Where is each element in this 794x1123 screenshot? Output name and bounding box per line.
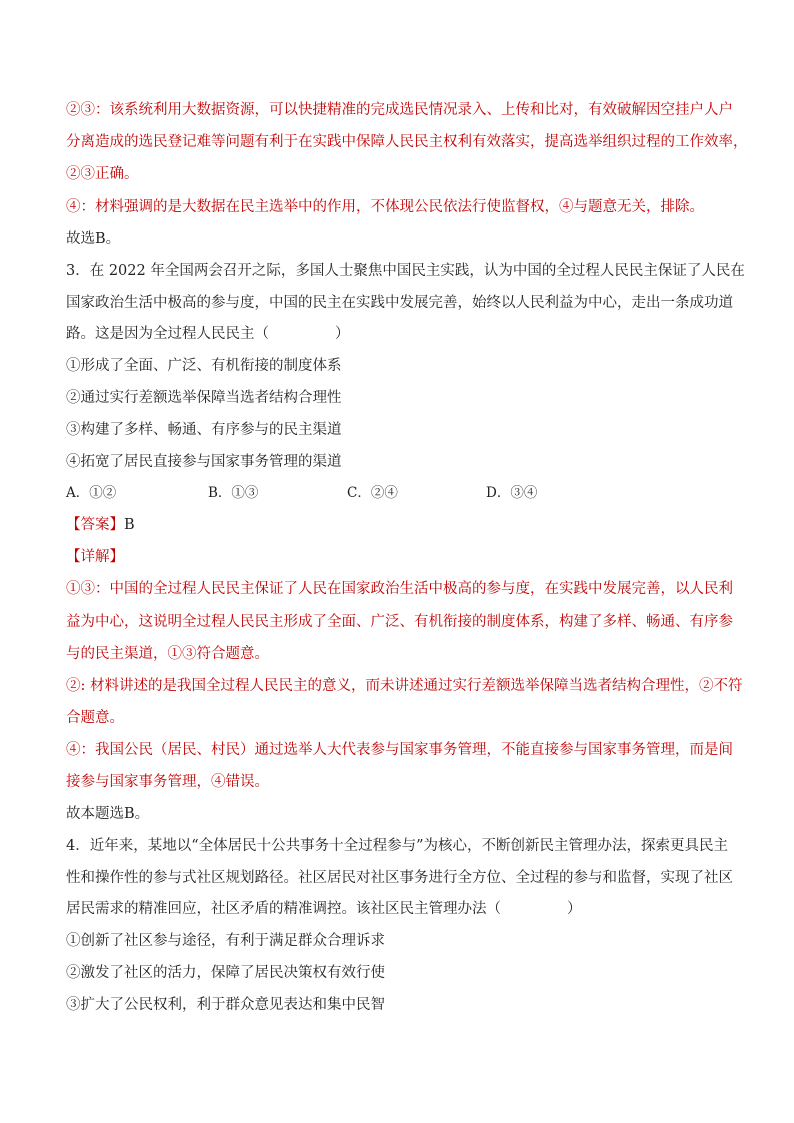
q2-detail-line: ②③：该系统利用大数据资源，可以快捷精准的完成选民情况录入、上传和比对，有效破解因空挂户人户 — [66, 102, 733, 118]
q3-detail-line: 益为中心，这说明全过程人民民主形成了全面、广泛、有机衔接的制度体系，构建了多样、畅通、有序参 — [66, 614, 733, 630]
q3-option: ①形成了全面、广泛、有机衔接的制度体系 — [66, 358, 342, 374]
choice-b: B．①③ — [208, 485, 259, 501]
q3-option: ③构建了多样、畅通、有序参与的民主渠道 — [66, 422, 342, 438]
answer-label: 【答案】 — [66, 517, 124, 533]
q3-detail-line: 合题意。 — [66, 710, 124, 726]
choice-c: C．②④ — [347, 485, 398, 501]
q3-stem-line: 国家政治生活中极高的参与度，中国的民主在实践中发展完善，始终以人民利益为中心，走出一条成功道 — [66, 295, 733, 311]
q4-option: ②激发了社区的活力，保障了居民决策权有效行使 — [66, 965, 385, 981]
q3-detail-line: ④：我国公民（居民、村民）通过选举人大代表参与国家事务管理，不能直接参与国家事务管理，而是间 — [66, 742, 733, 758]
q4-stem-paren-close: ） — [567, 901, 582, 917]
q4-stem-line — [66, 899, 582, 919]
q2-detail-line: ②③正确。 — [66, 166, 139, 182]
q2-detail-line: 分离造成的选民登记难等问题有利于在实践中保障人民民主权利有效落实，提高选举组织过程的工作效率， — [66, 134, 748, 150]
choice-a: A．①② — [66, 485, 117, 501]
q2-detail-line: ④：材料强调的是大数据在民主选举中的作用，不体现公民依法行使监督权，④与题意无关，排除。 — [66, 199, 704, 215]
q3-stem-text: 路。这是因为全过程人民民主（ — [66, 326, 269, 342]
q3-conclusion: 故本题选B。 — [66, 806, 150, 822]
q3-detail-line: ①③：中国的全过程人民民主保证了人民在国家政治生活中极高的参与度，在实践中发展完善，以人民利 — [66, 581, 733, 597]
q4-stem-text: 居民需求的精准回应，社区矛盾的精准调控。该社区民主管理办法（ — [66, 901, 501, 917]
q2-conclusion: 故选B。 — [66, 231, 121, 247]
q3-detail-line: 接参与国家事务管理，④错误。 — [66, 774, 269, 790]
q3-stem-line: 3．在 2022 年全国两会召开之际，多国人士聚焦中国民主实践，认为中国的全过程人民民主保证了人民在 — [66, 263, 745, 279]
detail-label: 【详解】 — [66, 549, 124, 565]
q4-option: ③扩大了公民权利，利于群众意见表达和集中民智 — [66, 997, 385, 1013]
q3-stem-paren-close: ） — [335, 326, 350, 342]
q4-option: ①创新了社区参与途径，有利于满足群众合理诉求 — [66, 933, 385, 949]
q4-stem-line: 4．近年来，某地以“全体居民十公共事务十全过程参与”为核心，不断创新民主管理办法，探索更具民主 — [66, 838, 729, 854]
answer-value: B — [124, 517, 135, 533]
q3-detail-line: 与的民主渠道，①③符合题意。 — [66, 646, 269, 662]
q3-option: ④拓宽了居民直接参与国家事务管理的渠道 — [66, 454, 342, 470]
q3-stem-line — [66, 324, 350, 344]
q3-answer — [66, 515, 135, 535]
q3-option: ②通过实行差额选举保障当选者结构合理性 — [66, 390, 342, 406]
q3-detail-line: ②: 材料讲述的是我国全过程人民民主的意义，而未讲述通过实行差额选举保障当选者结构合理性，②不符 — [66, 678, 743, 694]
q4-stem-line: 性和操作性的参与式社区规划路径。社区居民对社区事务进行全方位、全过程的参与和监督，实现了社区 — [66, 870, 733, 886]
q3-choices — [66, 483, 766, 503]
choice-d: D．③④ — [486, 485, 538, 501]
